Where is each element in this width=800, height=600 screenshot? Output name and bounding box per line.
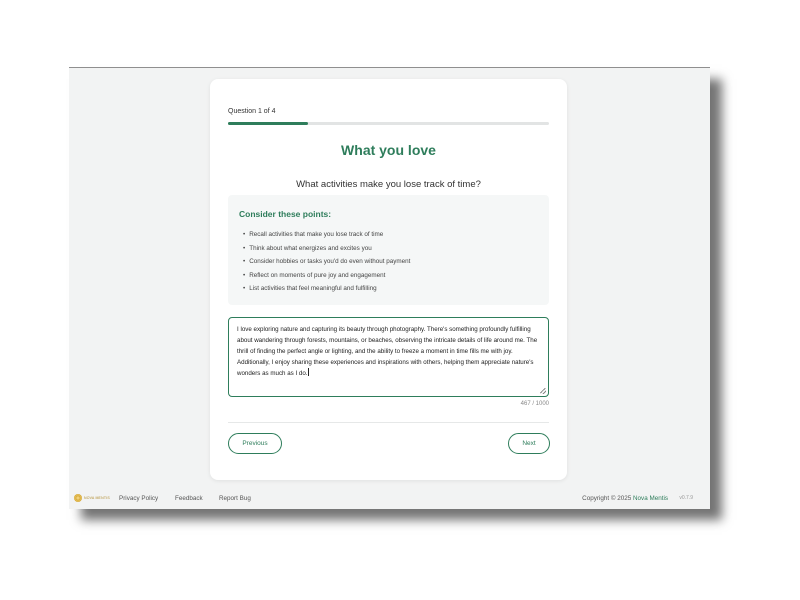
copyright-brand[interactable]: Nova Mentis: [633, 495, 668, 502]
logo-text: NOVA MENTIS: [84, 496, 110, 500]
progress-fill: [228, 122, 308, 125]
divider: [228, 422, 549, 423]
resize-handle-icon[interactable]: [540, 388, 546, 394]
hints-title: Consider these points:: [239, 209, 332, 219]
feedback-link[interactable]: Feedback: [175, 495, 203, 502]
hint-item: • List activities that feel meaningful and fulfilling: [243, 282, 410, 296]
answer-textarea[interactable]: [228, 317, 549, 397]
app-window: [69, 67, 710, 508]
footer: [69, 488, 710, 509]
privacy-policy-link[interactable]: Privacy Policy: [119, 495, 159, 502]
brand-logo[interactable]: [74, 494, 110, 502]
character-count: 467 / 1000: [520, 401, 549, 407]
question-card: [210, 79, 567, 480]
hint-item: • Think about what energizes and excites you: [243, 242, 410, 256]
hint-item: • Recall activities that make you lose track of time: [243, 228, 410, 242]
version-label: v0.7.9: [679, 495, 693, 501]
answer-text: I love exploring nature and capturing its beauty through photography. There's something profoundly fulfilling about wandering through forests, mountains, or beaches, observing the intricate details of life around me. The thrill of finding the perfect angle or lighting, and the ability to freeze a moment in time fills me with joy. Additionally, I enjoy sharing these experiences and inspirations with others, helping them appreciate nature's wonders as much as I do.: [237, 326, 538, 377]
progress-bar: [228, 122, 549, 125]
page-title: What you love: [341, 142, 436, 158]
hint-item: • Reflect on moments of pure joy and engagement: [243, 269, 410, 283]
report-bug-link[interactable]: Report Bug: [219, 495, 251, 502]
text-caret: [308, 368, 309, 376]
hints-panel: [228, 195, 549, 305]
question-counter: Question 1 of 4: [228, 108, 276, 115]
copyright-text: Copyright © 2025: [582, 495, 632, 502]
previous-button[interactable]: Previous: [228, 433, 282, 454]
question-text: What activities make you lose track of time?: [296, 179, 481, 190]
next-button[interactable]: Next: [508, 433, 550, 454]
logo-icon: [74, 494, 82, 502]
hint-item: • Consider hobbies or tasks you'd do even without payment: [243, 255, 410, 269]
copyright: [582, 495, 668, 502]
hints-list: [243, 228, 410, 296]
